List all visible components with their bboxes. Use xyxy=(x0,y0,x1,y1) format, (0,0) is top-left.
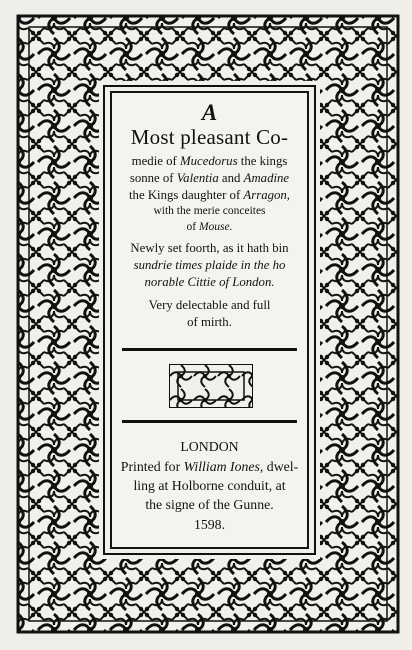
divider-rule-top xyxy=(122,348,297,351)
title-line-3: medie of Mucedorus the kings xyxy=(131,154,288,168)
imprint-line-4: the signe of the Gunne. xyxy=(145,497,274,512)
imprint-line-5: 1598. xyxy=(193,517,226,532)
newly-line-2: sundrie times plaide in the ho xyxy=(133,258,286,272)
title-line-5: the Kings daughter of Arragon, xyxy=(128,188,290,202)
title-panel xyxy=(110,91,309,549)
title-line-6: with the merie conceites xyxy=(153,205,266,217)
delectable-line-1: Very delectable and full xyxy=(148,298,271,312)
title-word-a: A xyxy=(201,100,218,125)
imprint-line-3: ling at Holborne conduit, at xyxy=(133,478,286,493)
divider-rule-bottom xyxy=(122,420,297,423)
title-line-most-pleasant: Most pleasant Co- xyxy=(130,125,289,149)
imprint-line-1: LONDON xyxy=(180,439,239,454)
delectable-line-2: of mirth. xyxy=(187,315,232,329)
imprint-line-2: Printed for William Iones, dwel- xyxy=(120,459,299,474)
center-ornament xyxy=(169,364,253,408)
title-line-4: sonne of Valentia and Amadine xyxy=(129,171,290,185)
title-line-7: of Mouse. xyxy=(186,221,233,233)
newly-line-1: Newly set foorth, as it hath bin xyxy=(130,241,289,255)
newly-line-3: norable Cittie of London. xyxy=(144,275,275,289)
